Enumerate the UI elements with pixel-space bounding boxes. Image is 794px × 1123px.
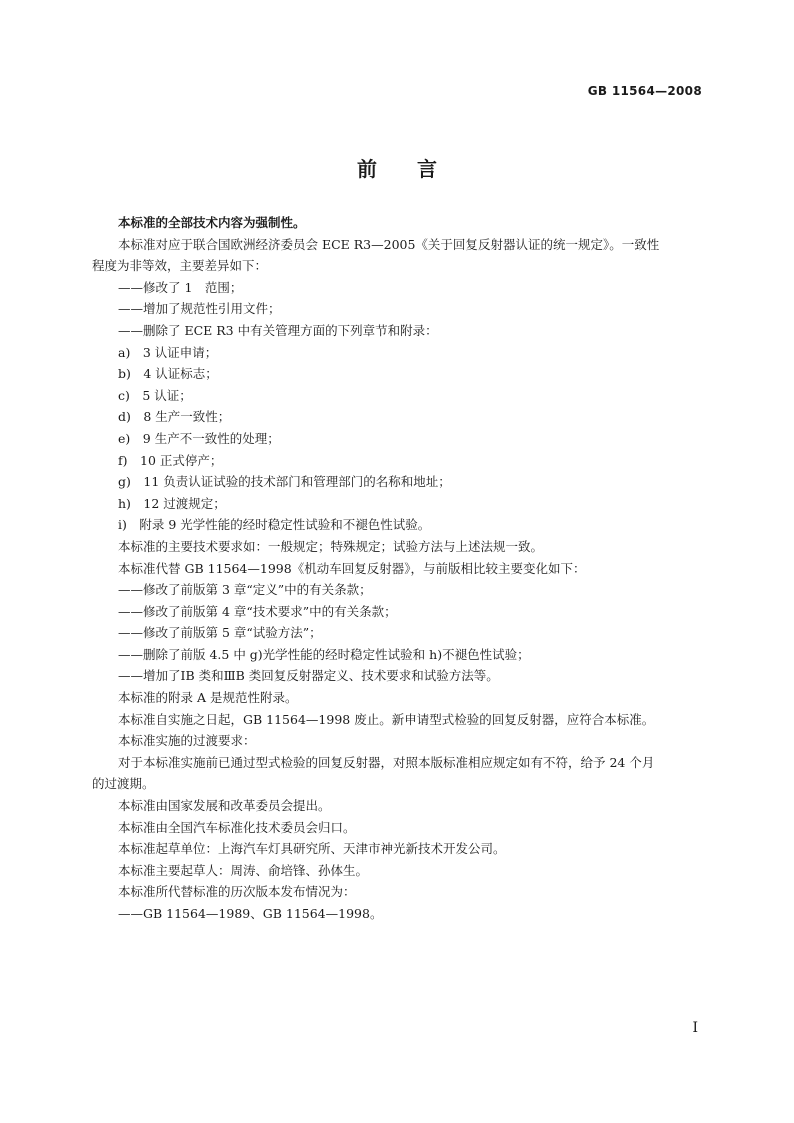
standard-code: GB 11564—2008 xyxy=(587,84,702,98)
paragraph-continuation: 程度为非等效，主要差异如下： xyxy=(92,258,268,274)
paragraph: 本标准起草单位：上海汽车灯具研究所、天津市神光新技术开发公司。 xyxy=(118,841,506,857)
list-item: ——修改了 1 范围； xyxy=(118,279,243,295)
page-number: I xyxy=(692,1020,698,1036)
paragraph: 本标准的主要技术要求如：一般规定；特殊规定；试验方法与上述法规一致。 xyxy=(118,538,544,554)
list-item: ——GB 11564—1989、GB 11564—1998。 xyxy=(118,906,383,921)
list-item: ——增加了规范性引用文件； xyxy=(118,301,281,317)
list-item: ——修改了前版第 5 章“试验方法”； xyxy=(118,625,322,641)
paragraph: 本标准主要起草人：周涛、俞培锋、孙体生。 xyxy=(118,862,369,878)
list-item: ——删除了 ECE R3 中有关管理方面的下列章节和附录： xyxy=(118,322,438,338)
sub-list-item: b) 4 认证标志； xyxy=(118,366,218,382)
paragraph: 本标准自实施之日起，GB 11564—1998 废止。新申请型式检验的回复反射器，应符合本标准。 xyxy=(118,711,655,727)
sub-list-item: f) 10 正式停产； xyxy=(118,452,223,468)
sub-list-item: c) 5 认证； xyxy=(118,387,192,403)
list-item: ——增加了ⅠB 类和ⅢB 类回复反射器定义、技术要求和试验方法等。 xyxy=(118,668,499,684)
paragraph: 本标准代替 GB 11564—1998《机动车回复反射器》，与前版相比较主要变化如下： xyxy=(118,560,586,576)
sub-list-item: a) 3 认证申请； xyxy=(118,344,218,360)
paragraph: 本标准由国家发展和改革委员会提出。 xyxy=(118,798,331,814)
sub-list-item: e) 9 生产不一致性的处理； xyxy=(118,430,280,446)
paragraph: 本标准对应于联合国欧洲经济委员会 ECE R3—2005《关于回复反射器认证的统一规定》。一致性 xyxy=(118,236,660,252)
list-item: ——删除了前版 4.5 中 g)光学性能的经时稳定性试验和 h)不褪色性试验； xyxy=(118,646,530,662)
foreword-body xyxy=(92,212,706,925)
sub-list-item: i) 附录 9 光学性能的经时稳定性试验和不褪色性试验。 xyxy=(118,517,431,533)
page-title: 前言 xyxy=(357,157,477,181)
sub-list-item: d) 8 生产一致性； xyxy=(118,409,231,425)
list-item: ——修改了前版第 3 章“定义”中的有关条款； xyxy=(118,582,372,598)
paragraph: 本标准所代替标准的历次版本发布情况为： xyxy=(118,884,356,900)
paragraph: 本标准的全部技术内容为强制性。 xyxy=(118,215,306,230)
paragraph: 本标准的附录 A 是规范性附录。 xyxy=(118,690,298,706)
sub-list-item: g) 11 负责认证试验的技术部门和管理部门的名称和地址； xyxy=(118,474,451,490)
sub-list-item: h) 12 过渡规定； xyxy=(118,495,226,511)
paragraph-continuation: 的过渡期。 xyxy=(92,776,155,792)
paragraph: 本标准实施的过渡要求： xyxy=(118,733,256,749)
list-item: ——修改了前版第 4 章“技术要求”中的有关条款； xyxy=(118,603,397,619)
paragraph: 本标准由全国汽车标准化技术委员会归口。 xyxy=(118,819,356,835)
paragraph: 对于本标准实施前已通过型式检验的回复反射器，对照本版标准相应规定如有不符，给予 24 个月 xyxy=(118,754,655,770)
